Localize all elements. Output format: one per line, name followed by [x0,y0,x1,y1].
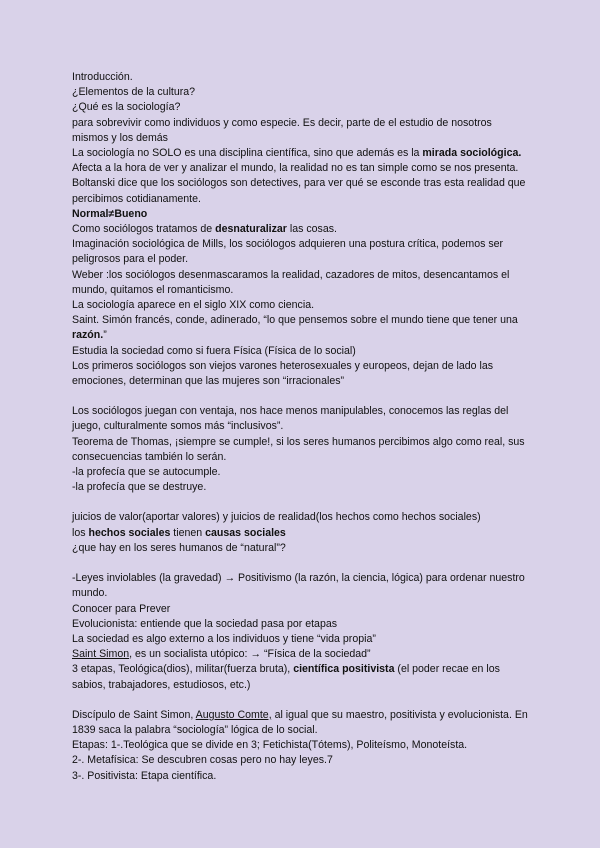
doc-line: Etapas: 1-.Teológica que se divide en 3; Fetichista(Tótems), Politeísmo, Monoteísta. [72,739,468,752]
doc-paragraph [72,662,528,692]
doc-line: La sociedad es algo externo a los individuos y tiene “vida propia” [72,632,376,645]
text-run: Discípulo de Saint Simon, [72,708,196,721]
bold-term: causas sociales [205,526,286,539]
doc-line: juicios de valor(aportar valores) y juicios de realidad(los hechos como hechos sociales) [72,511,481,524]
text-run: las cosas. [286,223,337,236]
spacer [72,556,528,571]
doc-line: ¿que hay en los seres humanos de “natural”? [72,541,286,554]
doc-line: para sobrevivir como individuos y como especie. Es decir, parte de el estudio de nosotros mismos y los demás [72,116,492,144]
doc-line: Los sociólogos juegan con ventaja, nos hace menos manipulables, conocemos las reglas del juego, culturalmente somos más “inclusivos”. [72,405,509,433]
doc-heading [72,207,528,222]
text-run: ” [103,329,107,342]
text-run: 3 etapas, Teológica(dios), militar(fuerza bruta), [72,663,294,676]
doc-line: La sociología aparece en el siglo XIX como ciencia. [72,299,315,312]
text-run: Afecta a la hora de ver y analizar el mundo, la realidad no es tan simple como se nos presenta. Boltanski dice que los sociólogos son detectives, para ver qué se esconde tras esta realidad que percibimos cotidianamente. [72,162,526,205]
text-run: Como sociólogos tratamos de [72,223,216,236]
doc-line: Weber :los sociólogos desenmascaramos la realidad, cazadores de mitos, desencantamos el mundo, quitamos el romanticismo. [72,268,510,296]
doc-paragraph [72,647,528,662]
doc-line: ¿Elementos de la cultura? [72,86,196,99]
doc-line: ¿Qué es la sociología? [72,101,181,114]
text-run: tienen [170,526,206,539]
text-run: Saint. Simón francés, conde, adinerado, “lo que pensemos sobre el mundo tiene que tener una [72,314,518,327]
doc-line: Evolucionista: entiende que la sociedad pasa por etapas [72,617,338,630]
document-body [72,70,528,784]
text-run: La sociología no SOLO es una disciplina científica, sino que además es la [72,147,423,160]
doc-line: Los primeros sociólogos son viejos varones heterosexuales y europeos, dejan de lado las emociones, determinan que las mujeres son “irracionales” [72,359,494,388]
doc-paragraph [72,222,528,237]
spacer [72,693,528,708]
doc-paragraph [72,708,528,738]
doc-line: Introducción. [72,71,133,83]
text-run: los [72,526,89,539]
bold-heading: Normal≠Bueno [72,207,148,220]
doc-paragraph [72,146,528,207]
doc-paragraph [72,526,528,541]
doc-line: -la profecía que se destruye. [72,481,207,494]
underlined-name: Augusto Comte, [195,708,272,721]
text-run: , es un socialista utópico: → “Física de la sociedad” [129,648,371,661]
doc-line: -Leyes inviolables (la gravedad) → Positivismo (la razón, la ciencia, lógica) para ordenar nuestro mundo. [72,572,525,600]
doc-paragraph [72,313,528,343]
doc-line: Conocer para Prever [72,602,171,615]
doc-line: -la profecía que se autocumple. [72,466,221,479]
text-run: al igual que su maestro, positivista y evolucionista. En 1839 saca la palabra “sociología” lógica de lo social. [72,708,528,736]
bold-term: hechos sociales [88,526,171,539]
bold-term: mirada sociológica. [422,147,522,160]
doc-line: 2-. Metafísica: Se descubren cosas pero no hay leyes.7 [72,754,333,767]
spacer [72,495,528,510]
doc-line: 3-. Positivista: Etapa científica. [72,769,217,782]
bold-term: científica positivista [293,663,395,676]
doc-line: Estudia la sociedad como si fuera Física (Física de lo social) [72,344,356,357]
text-run: (el poder recae en los sabios, trabajadores, estudiosos, etc.) [72,663,500,691]
doc-line: Teorema de Thomas, ¡siempre se cumple!, si los seres humanos percibimos algo como real, sus consecuencias también lo serán. [72,435,525,463]
spacer [72,389,528,404]
bold-term: razón. [72,329,104,342]
doc-line: Imaginación sociológica de Mills, los sociólogos adquieren una postura crítica, podemos ser peligrosos para el poder. [72,238,504,266]
underlined-name: Saint Simon [72,648,130,661]
bold-term: desnaturalizar [215,223,287,236]
